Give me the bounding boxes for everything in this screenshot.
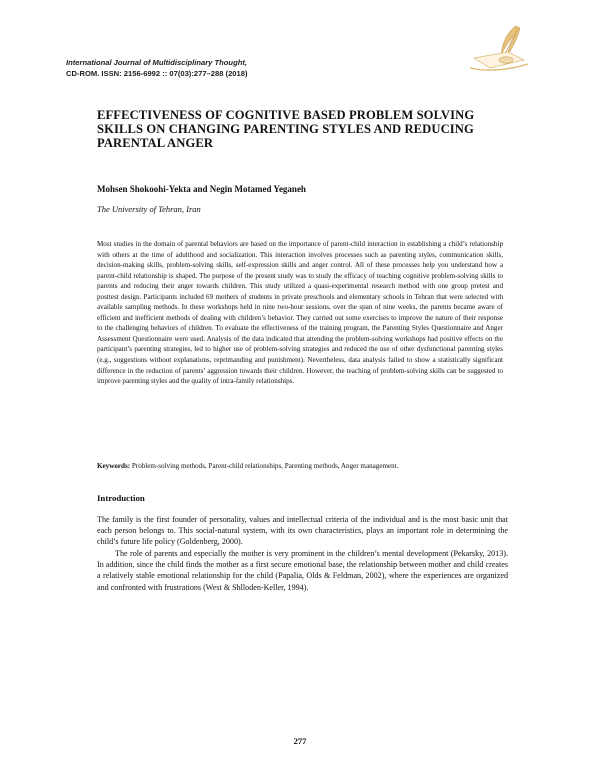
intro-paragraph-1: The family is the first founder of personality, values and intellectual criteria of the individual and is the most basic unit that each person belongs to. This social-natural system, with its own characteristics, plays an important role in determining the child’s future life policy (Goldenberg, 2000). xyxy=(97,515,508,547)
abstract: Most studies in the domain of parental behaviors are based on the importance of parent-child interaction in establishing a child’s relationship with others at the time of adulthood and socialization. This interaction involves processes such as parenting styles, communication skills, decision-making skills, problem-solving skills, self-expression skills and anger control. All of these processes help you understand how a parent-child relationship is shaped. The purpose of the present study was to study the efficacy of teaching cognitive problem-solving skills to parents and reducing their anger towards children. This study utilized a quasi-experimental research method with one group pretest and posttest design. Participants included 69 mothers of students in private preschools and elementary schools in Tehran that were selected with available sampling methods. In these workshops held in nine two-hour sessions, over the span of nine weeks, the parents became aware of efficient and inefficient methods of dealing with children’s behavior. They carried out some exercises to improve the nature of their response to the challenging behaviors of children. To evaluate the effectiveness of the training program, the Parenting Styles Questionnaire and Anger Assessment Questionnaire were used. Analysis of the data indicated that attending the problem-solving workshops had positive effects on the participant’s parenting strategies, led to higher use of problem-solving strategies and reduced the use of other dysfunctional parenting styles (e.g., suggestions without explanations, reprimanding and punishment). Nevertheless, data analysis failed to show a statistically significant difference in the reduction of parents’ aggression towards their children. However, the teaching of problem-solving skills can be suggested to improve parenting styles and the quality of intra-family relationships. xyxy=(97,240,503,386)
page-number: 277 xyxy=(293,736,307,746)
keywords-list: Problem-solving methods, Parent-child relationships, Parenting methods, Anger management. xyxy=(130,462,399,470)
intro-paragraph-2: The role of parents and especially the mother is very prominent in the children’s mental development (Pekarsky, 2013). In addition, since the child finds the mother as a first secure emotional base, the relationship between mother and child creates a relatively stable emotional relationship for the child (Papalia, Olds & Feldman, 2002), where the experiences are organized and confronted with frustrations (West & Shlloden-Keller, 1994). xyxy=(97,549,508,592)
section-heading-introduction: Introduction xyxy=(97,493,145,503)
article-title: EFFECTIVENESS OF COGNITIVE BASED PROBLEM SOLVING SKILLS ON CHANGING PARENTING STYLES AND REDUCING PARENTAL ANGER xyxy=(97,108,475,151)
article-authors: Mohsen Shokoohi-Yekta and Negin Motamed Yeganeh xyxy=(97,184,306,194)
journal-header xyxy=(66,58,248,79)
quill-and-inkwell-icon xyxy=(468,22,530,74)
journal-name: International Journal of Multidisciplinary Thought, xyxy=(66,58,247,67)
inkwell xyxy=(499,57,513,63)
author-affiliation: The University of Tehran, Iran xyxy=(97,204,201,214)
journal-issn: CD-ROM. ISSN: 2156-6992 :: 07(03):277–288 (2018) xyxy=(66,68,248,78)
keywords-label: Keywords: xyxy=(97,462,131,470)
keywords xyxy=(97,461,503,471)
